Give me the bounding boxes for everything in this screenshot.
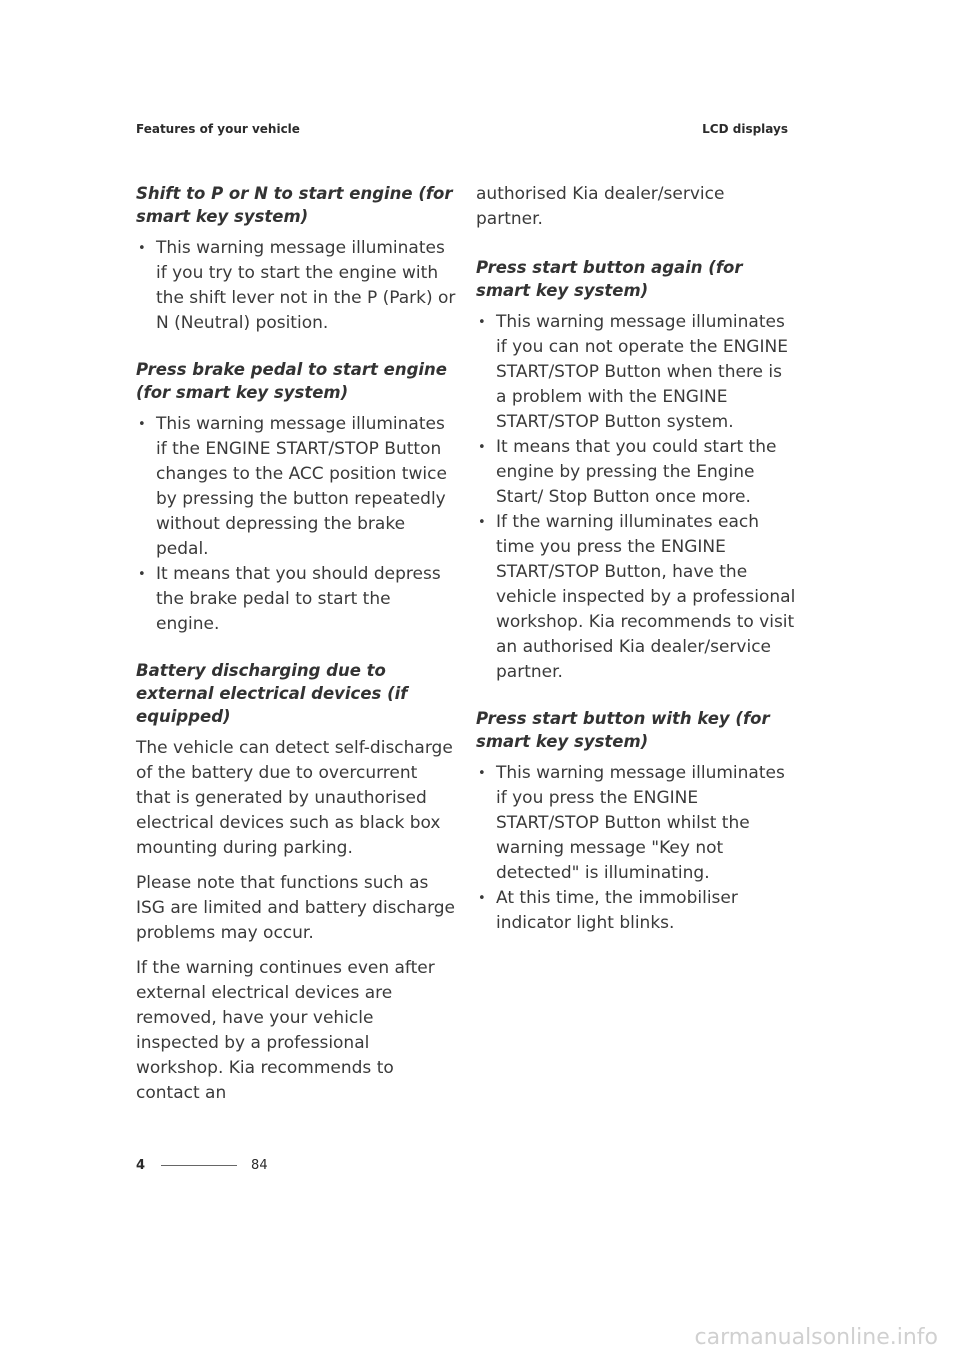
list-item: • This warning message illuminates if you try to start the engine with the shift lever not in the P (Park) or N (Neutral) position. xyxy=(136,236,456,336)
section-title-press-start-with-key: Press start button with key (for smart key system) xyxy=(476,709,770,751)
list-item: • At this time, the immobiliser indicator light blinks. xyxy=(476,886,796,936)
list-item: • This warning message illuminates if the ENGINE START/STOP Button changes to the ACC position twice by pressing the button repeatedly without depressing the brake pedal. xyxy=(136,412,456,562)
section-title-press-brake: Press brake pedal to start engine (for smart key system) xyxy=(136,360,447,402)
chapter-number: 4 xyxy=(136,1158,146,1173)
bullet-list-press-start-with-key xyxy=(476,761,796,936)
section-title-shift-p-n: Shift to P or N to start engine (for smart key system) xyxy=(136,184,453,226)
right-column xyxy=(476,182,796,958)
list-item: • It means that you could start the engine by pressing the Engine Start/ Stop Button once more. xyxy=(476,435,796,510)
list-item: • This warning message illuminates if you can not operate the ENGINE START/STOP Button when there is a problem with the ENGINE START/STOP Button system. xyxy=(476,310,796,435)
paragraph: If the warning continues even after external electrical devices are removed, have your vehicle inspected by a professional workshop. Kia recommends to contact an xyxy=(136,958,435,1103)
page-footer xyxy=(136,1158,268,1173)
bullet-list-shift-p-n xyxy=(136,236,456,336)
running-header-section: Features of your vehicle xyxy=(136,122,300,136)
section-title-battery-discharging: Battery discharging due to external electrical devices (if equipped) xyxy=(136,661,408,726)
list-item: • If the warning illuminates each time you press the ENGINE START/STOP Button, have the vehicle inspected by a professional workshop. Kia recommends to visit an authorised Kia dealer/service partner. xyxy=(476,510,796,685)
list-item: • This warning message illuminates if you press the ENGINE START/STOP Button whilst the warning message "Key not detected" is illuminating. xyxy=(476,761,796,886)
section-title-press-start-again: Press start button again (for smart key system) xyxy=(476,258,743,300)
paragraph-continued: authorised Kia dealer/service partner. xyxy=(476,184,725,229)
running-header-topic: LCD displays xyxy=(702,122,788,136)
left-column xyxy=(136,182,456,1116)
footer-divider xyxy=(161,1165,237,1166)
list-item: • It means that you should depress the brake pedal to start the engine. xyxy=(136,562,456,637)
paragraph: Please note that functions such as ISG are limited and battery discharge problems may occur. xyxy=(136,873,456,943)
bullet-list-press-start-again xyxy=(476,310,796,685)
bullet-list-press-brake xyxy=(136,412,456,637)
page-number: 84 xyxy=(251,1158,268,1173)
paragraph: The vehicle can detect self-discharge of the battery due to overcurrent that is generated by unauthorised electrical devices such as black box mounting during parking. xyxy=(136,738,453,858)
watermark: carmanualsonline.info xyxy=(694,1325,938,1350)
